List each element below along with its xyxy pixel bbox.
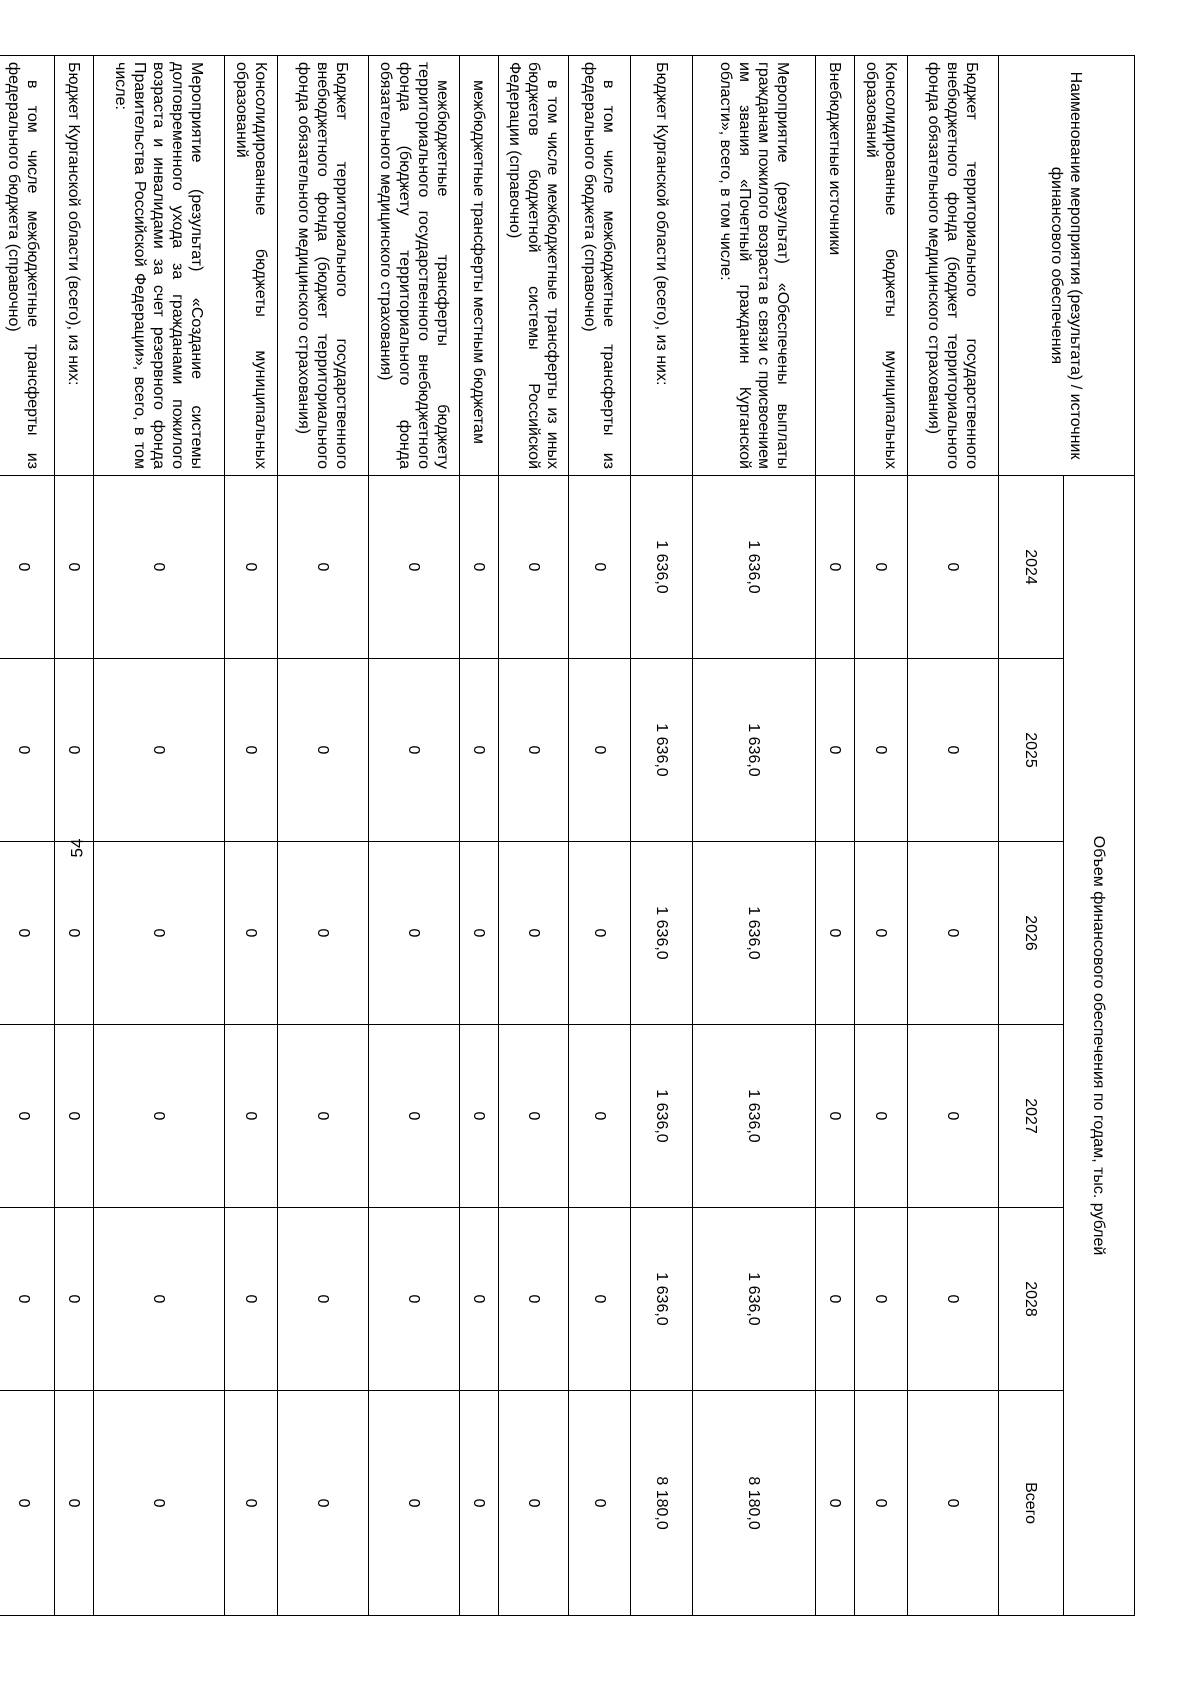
year-header: 2027 — [999, 1025, 1064, 1208]
row-year-value: 0 — [499, 1208, 569, 1391]
row-year-value: 0 — [855, 476, 908, 659]
row-year-value: 0 — [225, 842, 278, 1025]
volume-group-header: Объем финансового обеспечения по годам, тыс. рублей — [1064, 476, 1135, 1616]
year-header: 2026 — [999, 842, 1064, 1025]
year-header: 2028 — [999, 1208, 1064, 1391]
year-header: 2025 — [999, 659, 1064, 842]
name-column-header: Наименование мероприятия (результата) / источник финансового обеспечения — [999, 56, 1135, 476]
table-row — [460, 56, 499, 1616]
row-year-value: 0 — [569, 659, 631, 842]
row-year-value: 1 636,0 — [693, 1208, 816, 1391]
row-year-value: 0 — [569, 842, 631, 1025]
row-name: в том числе межбюджетные трансферты из федерального бюджета (справочно) — [0, 56, 55, 476]
row-year-value: 0 — [460, 1025, 499, 1208]
row-year-value: 1 636,0 — [631, 1208, 693, 1391]
row-year-value: 0 — [55, 1208, 94, 1391]
row-name: межбюджетные трансферты бюджету территориального государственного внебюджетного фонда (бюджету территориального фонда обязательного медицинского страхования) — [369, 56, 460, 476]
row-year-value: 0 — [816, 659, 855, 842]
row-year-value: 1 636,0 — [693, 659, 816, 842]
table-body — [0, 56, 999, 1616]
table-row — [94, 56, 225, 1616]
row-year-value: 0 — [569, 476, 631, 659]
table-row — [693, 56, 816, 1616]
row-year-value: 0 — [908, 476, 999, 659]
row-year-value: 0 — [225, 476, 278, 659]
row-total-value: 0 — [855, 1391, 908, 1616]
row-name: Бюджет территориального государственного внебюджетного фонда (бюджет территориального фонда обязательного медицинского страхования) — [278, 56, 369, 476]
row-total-value: 0 — [278, 1391, 369, 1616]
row-year-value: 0 — [908, 659, 999, 842]
row-total-value: 0 — [569, 1391, 631, 1616]
row-year-value: 1 636,0 — [631, 1025, 693, 1208]
row-total-value: 0 — [0, 1391, 55, 1616]
row-year-value: 0 — [94, 842, 225, 1025]
row-year-value: 0 — [55, 842, 94, 1025]
row-year-value: 0 — [278, 476, 369, 659]
table-row — [569, 56, 631, 1616]
row-year-value: 0 — [94, 1025, 225, 1208]
row-year-value: 0 — [816, 476, 855, 659]
row-year-value: 0 — [460, 659, 499, 842]
row-name: межбюджетные трансферты местным бюджетам — [460, 56, 499, 476]
row-name: Бюджет Курганской области (всего), из них: — [631, 56, 693, 476]
row-year-value: 0 — [499, 659, 569, 842]
row-name: в том числе межбюджетные трансферты из федерального бюджета (справочно) — [569, 56, 631, 476]
row-total-value: 8 180,0 — [693, 1391, 816, 1616]
row-year-value: 0 — [225, 659, 278, 842]
row-total-value: 0 — [369, 1391, 460, 1616]
row-year-value: 0 — [499, 842, 569, 1025]
row-year-value: 0 — [0, 659, 55, 842]
row-name: Мероприятие (результат) «Обеспечены выплаты гражданам пожилого возраста в связи с присвоением им звания «Почетный гражданин Курганской области», всего, в том числе: — [693, 56, 816, 476]
row-year-value: 0 — [908, 1208, 999, 1391]
row-year-value: 0 — [369, 1208, 460, 1391]
row-year-value: 1 636,0 — [631, 659, 693, 842]
row-year-value: 0 — [460, 1208, 499, 1391]
row-year-value: 1 636,0 — [631, 476, 693, 659]
row-total-value: 0 — [225, 1391, 278, 1616]
row-year-value: 0 — [0, 476, 55, 659]
row-year-value: 0 — [0, 1025, 55, 1208]
row-year-value: 0 — [369, 1025, 460, 1208]
table-row — [631, 56, 693, 1616]
row-year-value: 0 — [499, 1025, 569, 1208]
table-row — [855, 56, 908, 1616]
total-header: Всего — [999, 1391, 1064, 1616]
table-row — [225, 56, 278, 1616]
row-name: в том числе межбюджетные трансферты из иных бюджетов бюджетной системы Российской Федерации (справочно) — [499, 56, 569, 476]
row-total-value: 0 — [55, 1391, 94, 1616]
table-row — [369, 56, 460, 1616]
row-year-value: 0 — [816, 1025, 855, 1208]
row-year-value: 0 — [816, 842, 855, 1025]
row-year-value: 0 — [225, 1025, 278, 1208]
row-year-value: 0 — [94, 476, 225, 659]
row-total-value: 0 — [499, 1391, 569, 1616]
row-year-value: 0 — [460, 842, 499, 1025]
row-year-value: 1 636,0 — [693, 476, 816, 659]
row-year-value: 0 — [0, 842, 55, 1025]
row-year-value: 0 — [855, 659, 908, 842]
row-name: Бюджет Курганской области (всего), из них: — [55, 56, 94, 476]
row-year-value: 0 — [278, 842, 369, 1025]
row-year-value: 0 — [569, 1208, 631, 1391]
row-year-value: 0 — [855, 1208, 908, 1391]
row-year-value: 0 — [908, 1025, 999, 1208]
row-year-value: 1 636,0 — [631, 842, 693, 1025]
row-year-value: 0 — [369, 842, 460, 1025]
row-year-value: 1 636,0 — [693, 842, 816, 1025]
page-number: 54 — [66, 838, 86, 858]
table-row — [0, 56, 55, 1616]
row-year-value: 0 — [278, 659, 369, 842]
row-year-value: 0 — [278, 1208, 369, 1391]
row-year-value: 0 — [369, 659, 460, 842]
row-year-value: 0 — [460, 476, 499, 659]
row-year-value: 0 — [908, 842, 999, 1025]
row-name: Внебюджетные источники — [816, 56, 855, 476]
table-row — [278, 56, 369, 1616]
table-row — [55, 56, 94, 1616]
row-year-value: 0 — [278, 1025, 369, 1208]
row-year-value: 1 636,0 — [693, 1025, 816, 1208]
row-year-value: 0 — [816, 1208, 855, 1391]
row-total-value: 0 — [94, 1391, 225, 1616]
row-year-value: 0 — [225, 1208, 278, 1391]
row-total-value: 0 — [460, 1391, 499, 1616]
table-row — [499, 56, 569, 1616]
row-name: Мероприятие (результат) «Создание системы долговременного ухода за гражданами пожилого возраста и инвалидами за счет резервного фонда Правительства Российской Федерации», всего, в том числе: — [94, 56, 225, 476]
row-name: Консолидированные бюджеты муниципальных образований — [855, 56, 908, 476]
header-row-group — [1064, 56, 1135, 1616]
table-row — [816, 56, 855, 1616]
row-year-value: 0 — [855, 1025, 908, 1208]
year-header: 2024 — [999, 476, 1064, 659]
table-row — [908, 56, 999, 1616]
row-year-value: 0 — [855, 842, 908, 1025]
row-total-value: 8 180,0 — [631, 1391, 693, 1616]
row-year-value: 0 — [55, 659, 94, 842]
row-total-value: 0 — [816, 1391, 855, 1616]
row-year-value: 0 — [94, 659, 225, 842]
row-year-value: 0 — [369, 476, 460, 659]
row-name: Консолидированные бюджеты муниципальных образований — [225, 56, 278, 476]
row-year-value: 0 — [94, 1208, 225, 1391]
row-year-value: 0 — [55, 1025, 94, 1208]
row-year-value: 0 — [499, 476, 569, 659]
row-year-value: 0 — [55, 476, 94, 659]
row-total-value: 0 — [908, 1391, 999, 1616]
row-name: Бюджет территориального государственного внебюджетного фонда (бюджет территориального фонда обязательного медицинского страхования) — [908, 56, 999, 476]
row-year-value: 0 — [0, 1208, 55, 1391]
financing-table — [0, 55, 1135, 1616]
row-year-value: 0 — [569, 1025, 631, 1208]
